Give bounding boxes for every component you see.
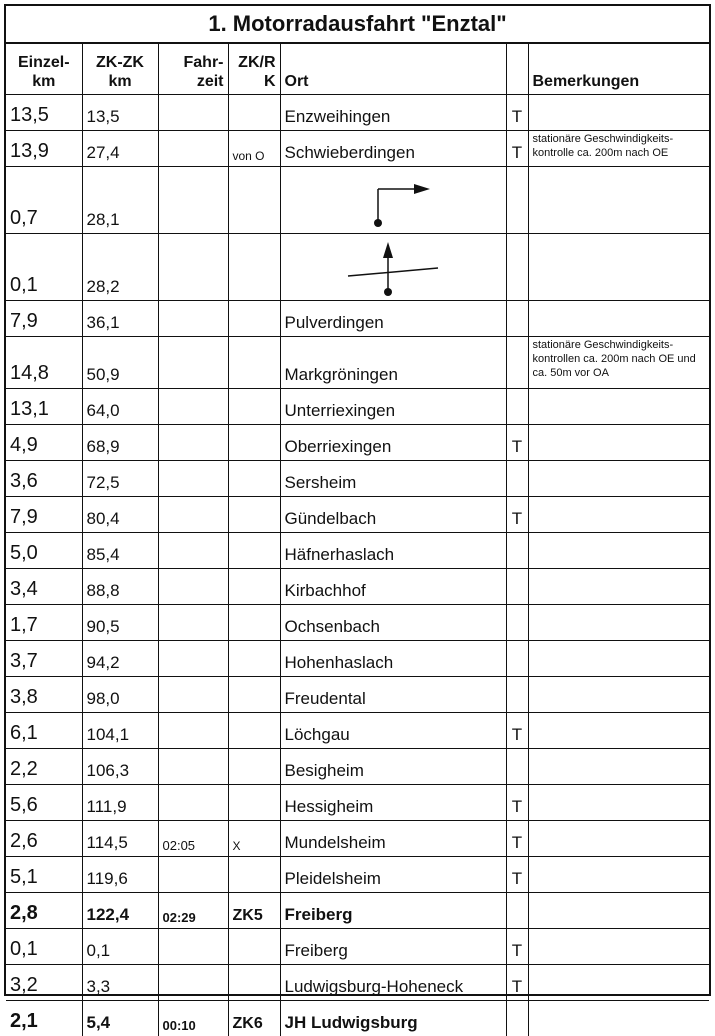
zk-km-cell: 28,2 [82, 234, 158, 301]
bemerkung-cell [528, 857, 709, 893]
zk-km-cell: 13,5 [82, 95, 158, 131]
fahrzeit-cell: 02:29 [158, 893, 228, 929]
ort-cell: Hohenhaslach [280, 641, 506, 677]
einzel-km-cell: 0,7 [6, 167, 82, 234]
table-row [6, 713, 709, 749]
zk-rk-cell: ZK5 [228, 893, 280, 929]
ort-cell: Ludwigsburg-Hoheneck [280, 965, 506, 1001]
fahrzeit-cell [158, 389, 228, 425]
einzel-km-cell: 2,6 [6, 821, 82, 857]
t-cell [506, 167, 528, 234]
ort-cell: Schwieberdingen [280, 131, 506, 167]
zk-rk-cell [228, 497, 280, 533]
header-bemerkungen: Bemerkungen [528, 44, 709, 95]
table-row [6, 301, 709, 337]
ort-cell: Hessigheim [280, 785, 506, 821]
bemerkung-cell [528, 569, 709, 605]
einzel-km-cell: 5,0 [6, 533, 82, 569]
bemerkung-cell [528, 461, 709, 497]
ort-cell: Freiberg [280, 893, 506, 929]
einzel-km-cell: 14,8 [6, 337, 82, 389]
ort-cell: Oberriexingen [280, 425, 506, 461]
header-row [6, 44, 709, 95]
zk-rk-cell: ZK6 [228, 1001, 280, 1036]
zk-rk-cell [228, 337, 280, 389]
route-sheet [4, 4, 711, 996]
einzel-km-cell: 2,2 [6, 749, 82, 785]
zk-rk-cell [228, 533, 280, 569]
einzel-km-cell: 7,9 [6, 301, 82, 337]
t-cell [506, 605, 528, 641]
t-cell [506, 641, 528, 677]
fahrzeit-cell [158, 95, 228, 131]
einzel-km-cell: 1,7 [6, 605, 82, 641]
table-row [6, 785, 709, 821]
zk-rk-cell [228, 569, 280, 605]
zk-rk-cell [228, 234, 280, 301]
table-row [6, 497, 709, 533]
zk-rk-cell [228, 461, 280, 497]
ort-cell: Sersheim [280, 461, 506, 497]
header-einzel-km: Einzel- km [6, 44, 82, 95]
einzel-km-cell: 3,8 [6, 677, 82, 713]
zk-km-cell: 64,0 [82, 389, 158, 425]
fahrzeit-cell: 00:10 [158, 1001, 228, 1036]
t-cell: T [506, 497, 528, 533]
zk-rk-cell [228, 857, 280, 893]
t-cell [506, 1001, 528, 1036]
einzel-km-cell: 13,9 [6, 131, 82, 167]
bemerkung-cell [528, 713, 709, 749]
bemerkung-cell [528, 533, 709, 569]
header-fahrzeit: Fahr- zeit [158, 44, 228, 95]
einzel-km-cell: 3,7 [6, 641, 82, 677]
zk-km-cell: 36,1 [82, 301, 158, 337]
bemerkung-cell [528, 677, 709, 713]
bemerkung-cell [528, 95, 709, 131]
zk-km-cell: 28,1 [82, 167, 158, 234]
t-cell: T [506, 425, 528, 461]
table-row [6, 389, 709, 425]
ort-cell: Pleidelsheim [280, 857, 506, 893]
bemerkung-cell [528, 425, 709, 461]
ort-cell: Gündelbach [280, 497, 506, 533]
table-row [6, 929, 709, 965]
zk-km-cell: 72,5 [82, 461, 158, 497]
page-title: 1. Motorradausfahrt "Enztal" [6, 6, 709, 44]
table-row [6, 605, 709, 641]
table-row [6, 337, 709, 389]
einzel-km-cell: 5,6 [6, 785, 82, 821]
t-cell: T [506, 95, 528, 131]
table-row [6, 167, 709, 234]
fahrzeit-cell [158, 569, 228, 605]
bemerkung-cell [528, 497, 709, 533]
t-cell: T [506, 821, 528, 857]
t-cell [506, 893, 528, 929]
bemerkung-cell [528, 893, 709, 929]
table-row [6, 569, 709, 605]
table-row [6, 641, 709, 677]
fahrzeit-cell [158, 785, 228, 821]
t-cell [506, 461, 528, 497]
fahrzeit-cell [158, 337, 228, 389]
ort-cell: Ochsenbach [280, 605, 506, 641]
fahrzeit-cell [158, 533, 228, 569]
zk-km-cell: 98,0 [82, 677, 158, 713]
fahrzeit-cell [158, 965, 228, 1001]
zk-rk-cell [228, 301, 280, 337]
fahrzeit-cell [158, 605, 228, 641]
einzel-km-cell: 3,2 [6, 965, 82, 1001]
table-row [6, 893, 709, 929]
header-zk-rk: ZK/R K [228, 44, 280, 95]
t-cell [506, 234, 528, 301]
fahrzeit-cell [158, 497, 228, 533]
bemerkung-cell [528, 1001, 709, 1036]
zk-rk-cell [228, 713, 280, 749]
ort-cell: Löchgau [280, 713, 506, 749]
zk-rk-cell [228, 389, 280, 425]
ort-cell: Freudental [280, 677, 506, 713]
zk-km-cell: 50,9 [82, 337, 158, 389]
fahrzeit-cell [158, 641, 228, 677]
t-cell: T [506, 965, 528, 1001]
ort-cell: Freiberg [280, 929, 506, 965]
bemerkung-cell [528, 821, 709, 857]
zk-rk-cell: von O [228, 131, 280, 167]
bemerkung-cell [528, 389, 709, 425]
einzel-km-cell: 4,9 [6, 425, 82, 461]
header-t [506, 44, 528, 95]
fahrzeit-cell [158, 234, 228, 301]
zk-km-cell: 0,1 [82, 929, 158, 965]
zk-rk-cell [228, 785, 280, 821]
einzel-km-cell: 0,1 [6, 234, 82, 301]
table-row [6, 533, 709, 569]
ort-cell: Besigheim [280, 749, 506, 785]
zk-km-cell: 85,4 [82, 533, 158, 569]
table-row [6, 425, 709, 461]
ort-cell: Unterriexingen [280, 389, 506, 425]
ort-cell: Markgröningen [280, 337, 506, 389]
einzel-km-cell: 0,1 [6, 929, 82, 965]
ort-cell: Häfnerhaslach [280, 533, 506, 569]
zk-km-cell: 27,4 [82, 131, 158, 167]
zk-rk-cell [228, 95, 280, 131]
table-row [6, 821, 709, 857]
bemerkung-cell [528, 965, 709, 1001]
zk-km-cell: 88,8 [82, 569, 158, 605]
ort-cell [280, 167, 506, 234]
einzel-km-cell: 2,8 [6, 893, 82, 929]
bemerkung-cell [528, 167, 709, 234]
zk-rk-cell [228, 641, 280, 677]
header-ort: Ort [280, 44, 506, 95]
table-row [6, 461, 709, 497]
einzel-km-cell: 3,4 [6, 569, 82, 605]
fahrzeit-cell [158, 425, 228, 461]
t-cell [506, 677, 528, 713]
table-row [6, 131, 709, 167]
zk-km-cell: 111,9 [82, 785, 158, 821]
zk-km-cell: 114,5 [82, 821, 158, 857]
t-cell [506, 337, 528, 389]
zk-km-cell: 80,4 [82, 497, 158, 533]
fahrzeit-cell [158, 167, 228, 234]
zk-rk-cell: X [228, 821, 280, 857]
zk-rk-cell [228, 425, 280, 461]
fahrzeit-cell: 02:05 [158, 821, 228, 857]
bemerkung-cell [528, 234, 709, 301]
fahrzeit-cell [158, 857, 228, 893]
t-cell [506, 301, 528, 337]
fahrzeit-cell [158, 461, 228, 497]
bemerkung-cell [528, 785, 709, 821]
ort-cell: Enzweihingen [280, 95, 506, 131]
einzel-km-cell: 13,5 [6, 95, 82, 131]
zk-km-cell: 5,4 [82, 1001, 158, 1036]
bemerkung-cell [528, 301, 709, 337]
t-cell [506, 389, 528, 425]
t-cell: T [506, 857, 528, 893]
straight-crossing-arrow-icon [343, 238, 443, 296]
einzel-km-cell: 7,9 [6, 497, 82, 533]
einzel-km-cell: 5,1 [6, 857, 82, 893]
table-row [6, 1001, 709, 1036]
zk-km-cell: 90,5 [82, 605, 158, 641]
table-row [6, 857, 709, 893]
bemerkung-cell [528, 929, 709, 965]
route-table [6, 44, 709, 1036]
zk-rk-cell [228, 929, 280, 965]
ort-cell: Pulverdingen [280, 301, 506, 337]
zk-km-cell: 3,3 [82, 965, 158, 1001]
zk-km-cell: 106,3 [82, 749, 158, 785]
ort-cell: Mundelsheim [280, 821, 506, 857]
bemerkung-cell [528, 605, 709, 641]
t-cell [506, 569, 528, 605]
ort-cell: JH Ludwigsburg [280, 1001, 506, 1036]
zk-rk-cell [228, 677, 280, 713]
table-row [6, 234, 709, 301]
turn-right-arrow-icon [348, 171, 438, 229]
einzel-km-cell: 13,1 [6, 389, 82, 425]
ort-cell [280, 234, 506, 301]
table-row [6, 677, 709, 713]
fahrzeit-cell [158, 929, 228, 965]
zk-rk-cell [228, 167, 280, 234]
t-cell: T [506, 131, 528, 167]
einzel-km-cell: 6,1 [6, 713, 82, 749]
t-cell: T [506, 713, 528, 749]
table-row [6, 95, 709, 131]
t-cell: T [506, 929, 528, 965]
t-cell [506, 533, 528, 569]
t-cell [506, 749, 528, 785]
bemerkung-cell: stationäre Geschwindigkeits-kontrollen ca. 200m nach OE und ca. 50m vor OA [528, 337, 709, 389]
zk-km-cell: 119,6 [82, 857, 158, 893]
ort-cell: Kirbachhof [280, 569, 506, 605]
header-zk-zk-km: ZK-ZK km [82, 44, 158, 95]
bemerkung-cell [528, 749, 709, 785]
fahrzeit-cell [158, 713, 228, 749]
zk-km-cell: 122,4 [82, 893, 158, 929]
einzel-km-cell: 3,6 [6, 461, 82, 497]
table-row [6, 749, 709, 785]
zk-km-cell: 68,9 [82, 425, 158, 461]
fahrzeit-cell [158, 677, 228, 713]
zk-rk-cell [228, 605, 280, 641]
t-cell: T [506, 785, 528, 821]
zk-km-cell: 94,2 [82, 641, 158, 677]
einzel-km-cell: 2,1 [6, 1001, 82, 1036]
bemerkung-cell: stationäre Geschwindigkeits-kontrolle ca. 200m nach OE [528, 131, 709, 167]
fahrzeit-cell [158, 301, 228, 337]
fahrzeit-cell [158, 749, 228, 785]
zk-rk-cell [228, 965, 280, 1001]
bemerkung-cell [528, 641, 709, 677]
zk-rk-cell [228, 749, 280, 785]
fahrzeit-cell [158, 131, 228, 167]
zk-km-cell: 104,1 [82, 713, 158, 749]
table-row [6, 965, 709, 1001]
